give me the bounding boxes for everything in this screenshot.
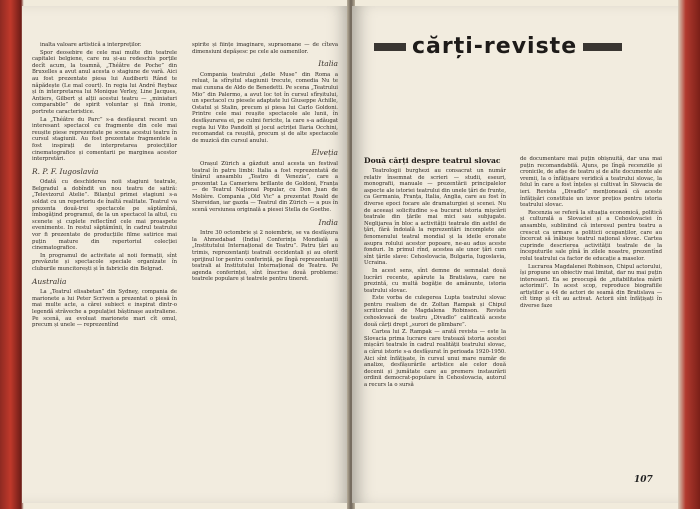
paragraph: In acest sens, sînt demne de semnalat două lucrări recente, apărute la Bratislava, care ne prezintă, cu multă bogăție de amănunte, istoria teatrului slovac.	[364, 267, 506, 294]
paragraph: La „Teatrul elisabetan” din Sydney, compania de marionete a lui Peter Scriven a prezentat o piesă în mai multe acte, a cărei subiect e inspirat dintr-o legendă străveche a populației băștinașe australiene. Pe scenă, au evoluat marionete mari cît omul, precum și unele — reprezentînd	[32, 289, 177, 329]
right-page	[352, 6, 678, 503]
paragraph: Compania teatrului „delle Muse” din Roma a reluat, la sfîrșitul stagiunii trecute, comedia Nu te mai cununa de Aldo de Benedetti. Pe scena „Teatrului Mio” din Palermo, a avut loc tot în cursul sfîrșitului, un spectacol cu piesele adaptate lui Giuseppe Achille, Ostatul și Stalin, precum și piesa lui Carlo Goldoni. Printre cele mai reușite spectacole ale lunii, în desfășurarea ei, pe culmi fericite, la care s-a adăugat regia lui Vito Pandolfi și jocul actriței Ilaria Occhini, recomandat ca reușită, precum și de alte spectacole de muzică din cursul anului.	[192, 71, 338, 144]
paragraph: spirite și ființe imaginare, supraomane — de cîteva dimensiuni depășesc pe cele ale oamenilor.	[192, 42, 338, 55]
paragraph: de documentare mai puțin obișnuită, dar una mai puțin recomandabilă. Ajuns, pe lîngă recenziile și cronicile, de afișe de teatru și de alte documente ale vremii, la o înfățișare veridică a teatrului slovac, la felul în care a fost înțeles și cultivat în Slovacia de ieri. Revista „Divadlo” menționează că aceste înfățișări constituie un izvor prețios pentru istoria teatrului slovac.	[520, 156, 662, 209]
section-heading-india: India	[318, 217, 338, 227]
page-number: 107	[634, 475, 653, 485]
section-banner	[374, 34, 622, 60]
section-heading-italia: Italia	[318, 59, 338, 69]
banner-title: cărți-reviste	[406, 34, 583, 60]
paragraph: Lucrarea Magdalenei Robinson, Chipul actorului, își propune un obiectiv mai limitat, dar nu mai puțin interesant. Ea se preocupă de „nitabilitatea mării actorimii”. In acest scop, reproduce biografiile artiștilor a 44 de actori de seamă din Bratislava — cît timp și cît au activat. Actorii sînt înfățișați în diverse faze	[520, 263, 662, 310]
right-column-2	[520, 156, 662, 311]
left-column-1	[32, 42, 177, 330]
paragraph: Orașul Zürich a găzduit anul acesta un festival teatral în patru limbi: Italia a fost reprezentată de tînărul ansamblu „Teatro di Venezia”, care a prezentat La Cameriera brillante de Goldoni, Franța — de Teatrul Național Popular, cu Don Juan de Molière. Compania „Old Vic” a prezentat Roald de Shereidan, iar gazda — Teatrul din Zürich — a pus în scenă versiunea originală a piesei Stella de Goethe.	[192, 160, 338, 214]
paragraph: Odată cu deschiderea noii stagiuni teatrale, Belgradul a dobîndit un nou teatru de satiră: „Televizorul Atelie”. Bilanțul primei stagiuni s-a soldat cu un repertoriu de înaltă realitate. Teatrul va prezenta două-trei spectacole pe săptămînă, îmbogățind programul, de la un spectacol la altul, cu scenete și cuplete reflectînd cele mai proaspete evenimente. In restul săptămînii, în cadrul teatrului vor fi prezentate de producțiile filme satirice mai puțin mature din repertoriul colecției cinematografice.	[32, 179, 177, 252]
left-page	[22, 6, 350, 503]
right-column-1	[364, 168, 506, 390]
paragraph: Spor deosebire de cele mai multe din teatrele capitalei belgiene, care nu și-au redeschis porțile decît acum, la toamnă, „Théâtre de Poche” din Bruxelles a avut anul acesta o stagiune de vară. Aici au fost prezentate piesa lui Audiberti Rând te năpădește (Le mal court). In regia lui André Reybaz și în interpretarea lui Monique Verley, Line Jacques, Antiers, Gilbert și alții acestui teatru — „miniaturi comparabile” de spirit voluntar și fină ironie, portrete caracteristice.	[32, 49, 177, 115]
paragraph: Intre 30 octombrie și 2 noiembrie, se va desfășura la Ahmedabad (India) Conferința Mondială a „Institutului Internațional de Teatru”. Patru țări au trimis, reprezentanți teatrali occidentali și au oferit sprijinul lor pentru conferință, pe lîngă reprezentanții teatrali ai Institutului Internațional de Teatru. Pe agenda conferinței, sînt înscrise două probleme: teatrele populare și teatrele pentru tineret.	[192, 230, 338, 283]
paragraph: Recenzia se referă la situația economică, politică și culturală a Slovaciei și a Cehoslovaciei în ansamblu, subliniind că interesul pentru teatru a crescut ca urmare a politicii ocupanților, care au încercat să înăbușe teatrul național slovac. Cartea cuprinde descrierea activității teatrale de la începuturile sale pînă în zilele noastre, prezentînd rolul teatrului ca factor de educație a maselor.	[520, 209, 662, 262]
page-edges	[678, 0, 700, 509]
paragraph: Teatrologii burghezi au consacrat un număr relativ însemnat de scrieri — studii, eseuri, monografii, manuale — prezentării principalelor aspecte ale istoriei teatrului din unele țări de frunte, ca Germania, Franța, Italia, Anglia, care au fost în diverse epoci focare ale dramaturgiei și scenei. Nu de aceeași solicitudine s-a bucurat istoria mișcării teatrale din țările mai mici sau subjugate. Neglijarea în bloc a activității teatrale din astfel de țări, fără îndoială la reprezentări incomplete ale fenomenului teatral mondial și la ideile eronate asupra rolului acestor popoare, ne-au adus aceste fonduri. In primul rînd, acestea ale unor țări cum sînt țările slave: Cehoslovacia, Bulgaria, Iugoslavia, Ucraina.	[364, 168, 506, 267]
paragraph: La „Théâtre du Parc” s-a desfășurat recent un interesant spectacol cu fragmente din cele mai reușite piese reprezentate pe scena acestui teatru în cursul stagiunii. Au fost prezentate fragmentele a fost inspirați de interpretarea proiecțiilor cinematografice și comentarii pe marginea acestor interpretări.	[32, 116, 177, 163]
section-heading-iugoslavia: R. P. F. Iugoslavia	[32, 166, 99, 176]
section-heading-australia: Australia	[32, 276, 67, 286]
paragraph: In programul de activitate al noii formații, sînt prevăzute și spectacole speciale organizate în cluburile muncitorești și în fabricile din Belgrad.	[32, 252, 177, 272]
paragraph: inalta valoare artistică a interpreților.	[40, 42, 142, 48]
article-title: Două cărți despre teatrul slovac	[364, 156, 501, 165]
paragraph: Cartea lui Z. Rampak — arată revista — este la Slovacia prima lucrare care tratează istoria acestei mișcări teatrale în cadrul realității teatrului slovac, a cărui istorie s-a desfășurat în perioada 1920-1950. Aici sînt înfățișate, în cursul unui mare număr de analize, desfășurările artistice ale celor două decenii și jumătate care au premers instaurării ordinii democrat-populare în Cehoslovacia, autorul a recurs la o sursă	[364, 329, 506, 388]
left-column-2	[192, 42, 338, 284]
paragraph: Este vorba de culegerea Lupta teatrului slovac pentru realism de dr. Zoltan Rampak și Chipul scriitorului de Magdalena Robinson. Revista cehoslovacă de teatru „Divadlo” calificată aceste două cărți drept „surori de plimbare”.	[364, 295, 506, 328]
section-heading-elvetia: Elveția	[311, 148, 338, 158]
